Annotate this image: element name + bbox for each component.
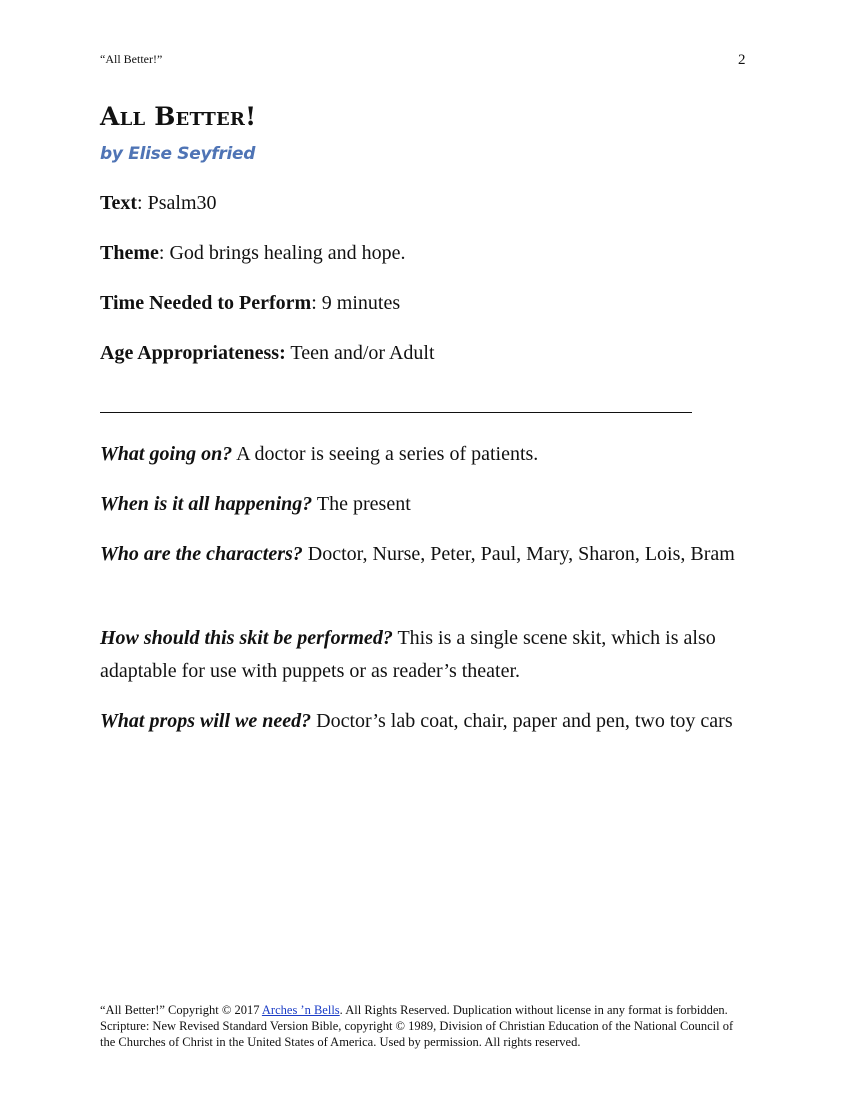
page-title: All Better!: [100, 102, 257, 131]
page-number: 2: [738, 52, 746, 68]
qa-answer: Doctor, Nurse, Peter, Paul, Mary, Sharon, Lois, Bram: [302, 543, 735, 565]
qa-whats-going-on: [100, 438, 750, 471]
author-byline: by Elise Seyfried: [100, 144, 256, 164]
qa-question: When is it all happening?: [100, 493, 313, 515]
qa-characters: [100, 538, 750, 571]
meta-label: Text: [100, 192, 138, 214]
meta-value: 9 minutes: [321, 292, 401, 314]
qa-question: Who are the characters?: [100, 543, 303, 565]
meta-separator: :: [311, 292, 322, 314]
footer-text-start: “All Better!” Copyright © 2017: [100, 1003, 262, 1017]
qa-question: What props will we need?: [100, 710, 312, 732]
meta-theme: [100, 242, 406, 265]
meta-value: Teen and/or Adult: [290, 342, 435, 364]
meta-label: Time Needed to Perform: [100, 292, 312, 314]
copyright-footer: [100, 1002, 750, 1050]
meta-separator: :: [137, 192, 148, 214]
qa-how-performed: [100, 622, 750, 688]
meta-label: Age Appropriateness:: [100, 342, 286, 364]
meta-age-appropriateness: [100, 342, 435, 365]
qa-question: What going on?: [100, 443, 233, 465]
qa-when-happening: [100, 488, 750, 521]
footer-text-end: . All Rights Reserved. Duplication without license in any format is forbidden. Scripture: New Revised Standard Version Bible, copyright © 1989, Division of Christian Education of the National Council of the Churches of Christ in the United States of America. Used by permission. All rights reserved.: [100, 1003, 734, 1049]
running-header-title: “All Better!”: [100, 52, 163, 66]
qa-question: How should this skit be performed?: [100, 627, 393, 649]
qa-answer: Doctor’s lab coat, chair, paper and pen, two toy cars: [311, 710, 733, 732]
horizontal-divider: [100, 412, 692, 413]
qa-answer: This is a single scene skit, which is also adaptable for use with puppets or as reader’s theater.: [100, 627, 716, 682]
meta-label: Theme: [100, 242, 159, 264]
qa-answer: A doctor is seeing a series of patients.: [232, 443, 539, 465]
qa-props: [100, 705, 750, 738]
meta-separator: :: [158, 242, 170, 264]
meta-value: Psalm30: [147, 192, 217, 214]
arches-n-bells-link[interactable]: Arches ’n Bells: [261, 1003, 340, 1017]
meta-value: God brings healing and hope.: [169, 242, 406, 264]
qa-answer: The present: [312, 493, 411, 515]
meta-time-needed: [100, 292, 400, 315]
meta-text: [100, 192, 217, 215]
